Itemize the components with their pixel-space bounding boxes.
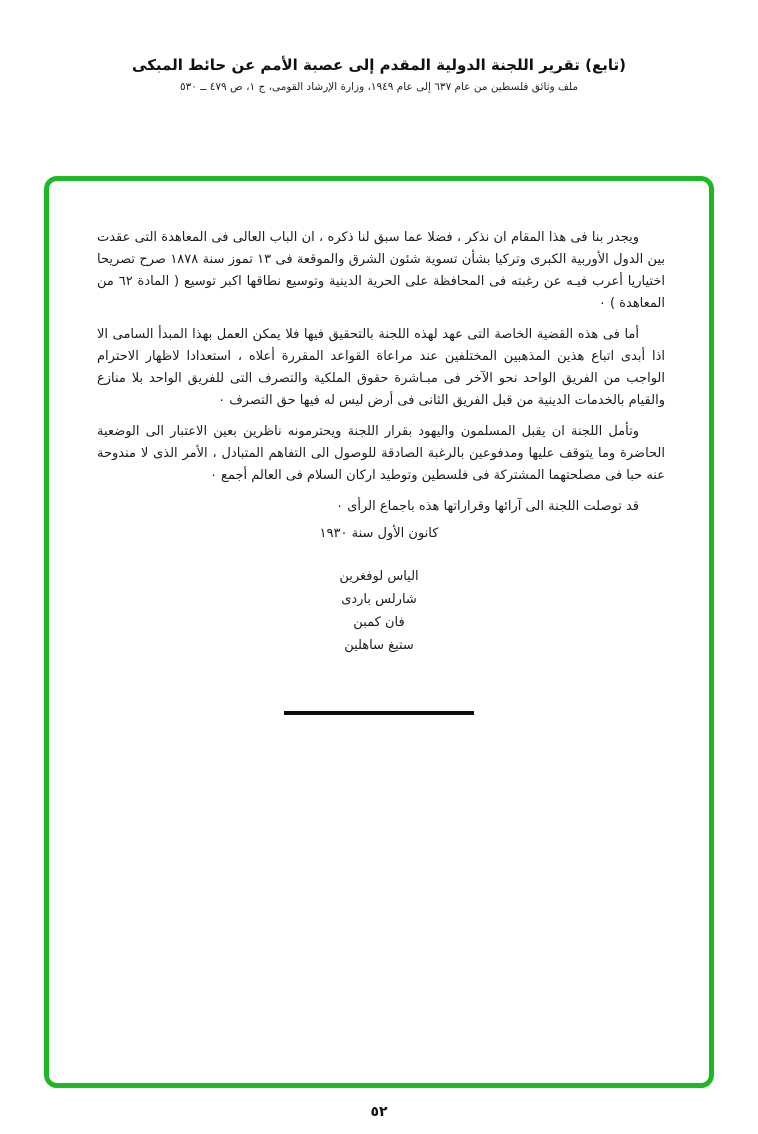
signature-name: شارلس باردى [341, 592, 417, 607]
masthead [0, 56, 758, 93]
end-divider-rule [284, 711, 474, 715]
signature-name: الياس لوفغرين [339, 569, 419, 584]
document-page [0, 56, 758, 1120]
signature-name: فان كمبن [353, 615, 405, 630]
paragraph-2: أما فى هذه القضية الخاصة التى عهد لهذه اللجنة بالتحقيق فيها فلا يمكن العمل بهذا المبدأ السامى الا اذا أبدى اتباع هذين المذهبين المختلفين عند مراعاة القواعد المقررة أعلاه ، استعدادا لاظهار الاحترام الواجب من الفريق الواحد نحو الآخر فى مبـاشرة حقوق الملكية والتصرف التى للفريق الواحد بلا منازع والقيام بالخدمات الدينية من قبل الفريق الثانى فى أرض ليس له فيها حق التصرف ٠ [97, 327, 665, 408]
paragraph-3: وتأمل اللجنة ان يقبل المسلمون واليهود بقرار اللجنة ويحترمونه ناظرين بعين الاعتبار الى الوضعية الحاضرة وما يتوقف عليها ومدفوعين بالرغبة الصادقة للوصول الى التفاهم المتبادل ، الأمر الذى لا مندوحة عنه حبا فى مصلحتهما المشتركة فى فلسطين وتوطيد اركان السلام فى العالم أجمع ٠ [97, 424, 665, 483]
closing-statement: قد توصلت اللجنة الى آرائها وقراراتها هذه باجماع الرأى ٠ [336, 499, 639, 514]
report-text-block [49, 181, 709, 518]
document-title: (تابع) تقرير اللجنة الدولية المقدم إلى عصبة الأمم عن حائط المبكى [132, 56, 626, 74]
signature-name: ستيغ ساهلين [344, 638, 414, 653]
signatures-block [49, 565, 709, 657]
paragraph-1: ويجدر بنا فى هذا المقام ان نذكر ، فضلا عما سبق لنا ذكره ، ان الباب العالى فى المعاهدة التى عقدت بين الدول الأوربية الكبرى وتركيا بشأن تسوية شئون الشرق والموقعة فى ١٣ تموز سنة ١٨٧٨ صرح تصريحا اختياريا أعرب فيـه عن رغبته فى المحافظة على الحرية الدينية وتوسيع نطاقها اكبر توسيع ( المادة ٦٢ من المعاهدة ) ٠ [97, 230, 666, 311]
date-line: كانون الأول سنة ١٩٣٠ [319, 526, 439, 541]
page-number: ٥٢ [370, 1104, 388, 1120]
green-content-frame [44, 176, 714, 1088]
document-source-citation: ملف وثائق فلسطين من عام ٦٣٧ إلى عام ١٩٤٩، وزارة الإرشاد القومى، ج ١، ص ٤٧٩ ــ ٥٣٠ [180, 81, 578, 93]
